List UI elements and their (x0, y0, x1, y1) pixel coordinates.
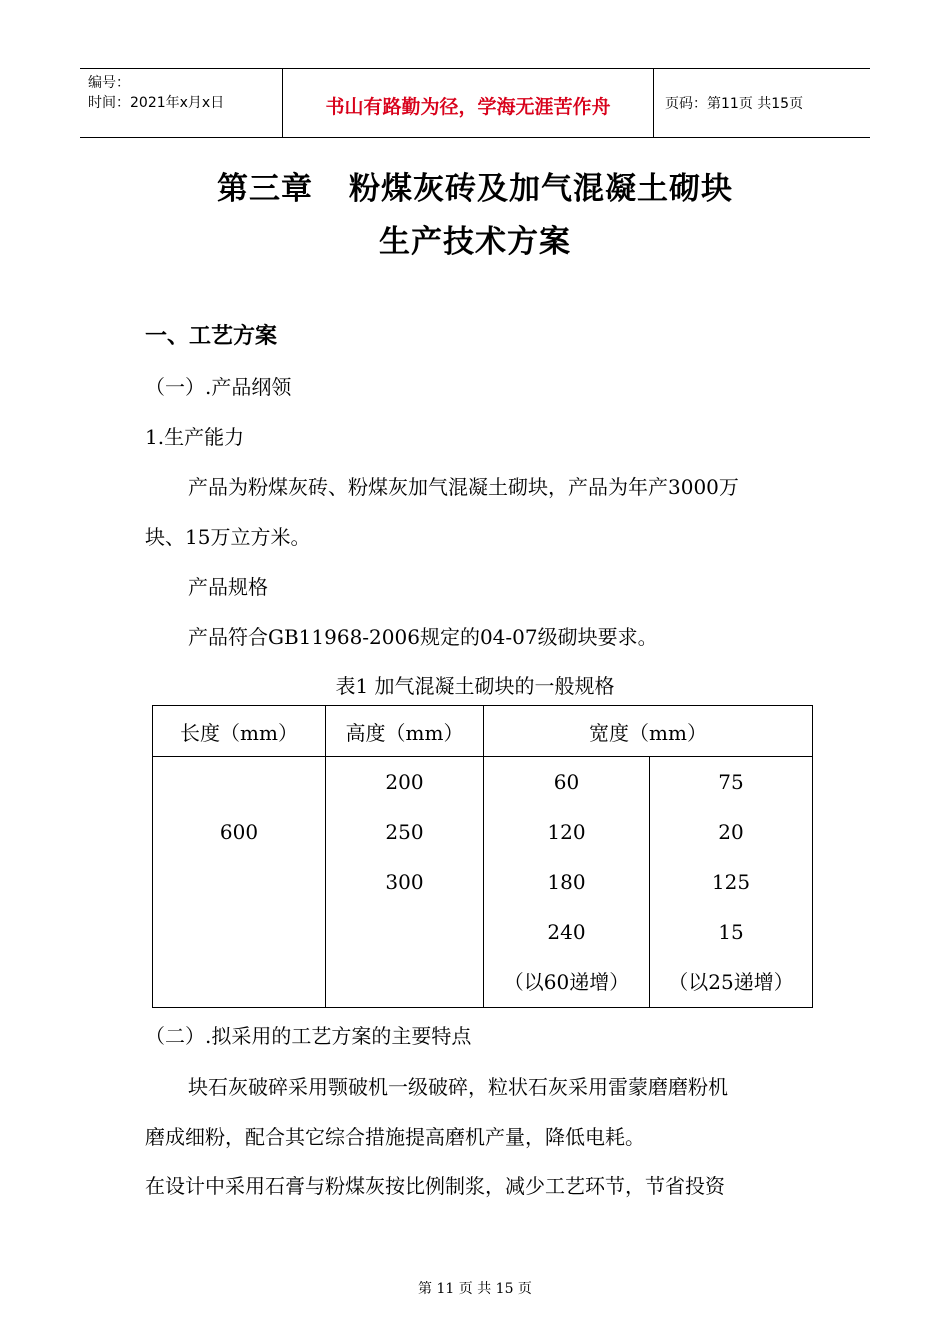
cell-width-b (650, 757, 813, 1008)
doc-number-label: 编号： (88, 75, 130, 91)
header-page-label: 页码：第11页 共15页 (665, 96, 804, 112)
paragraph-capacity-line2: 块、15万立方米。 (145, 525, 311, 549)
width-value: 240 (547, 920, 586, 944)
page-header (80, 68, 870, 138)
table-caption: 表1 加气混凝土砌块的一般规格 (335, 674, 615, 698)
item-heading-capacity: 1.生产能力 (145, 425, 245, 449)
subsection-heading-1: （一）.产品纲领 (145, 375, 292, 399)
chapter-title-line2: 生产技术方案 (379, 224, 571, 260)
section-heading: 一、工艺方案 (145, 323, 278, 349)
chapter-name: 粉煤灰砖及加气混凝土砌块 (349, 171, 733, 207)
width-value: 60 (553, 770, 580, 794)
chapter-title-line1 (0, 163, 950, 208)
paragraph-process-line1: 块石灰破碎采用颚破机一级破碎，粒状石灰采用雷蒙磨磨粉机 (188, 1075, 728, 1099)
width-value: 15 (718, 920, 744, 944)
doc-time-label: 时间：2021年x月x日 (88, 95, 225, 111)
spec-table (152, 705, 813, 1008)
width-value: 75 (718, 770, 744, 794)
width-value: 180 (547, 870, 586, 894)
height-value: 200 (385, 770, 424, 794)
width-increment-note: （以60递增） (503, 970, 630, 994)
header-height: 高度（mm） (326, 706, 484, 757)
spec-paragraph: 产品符合GB11968-2006规定的04-07级砌块要求。 (188, 625, 658, 649)
subsection-heading-2: （二）.拟采用的工艺方案的主要特点 (145, 1024, 472, 1048)
width-value: 125 (711, 870, 751, 894)
width-value: 120 (547, 820, 586, 844)
table-header-row (153, 706, 813, 757)
width-increment-note: （以25递增） (668, 970, 794, 994)
height-value: 250 (385, 820, 424, 844)
header-meta (80, 69, 282, 137)
header-width: 宽度（mm） (484, 706, 813, 757)
table-row (153, 757, 813, 1008)
cell-width-a (484, 757, 650, 1008)
width-value: 20 (718, 820, 744, 844)
header-length: 长度（mm） (153, 706, 326, 757)
cell-length (153, 757, 326, 1008)
spec-heading: 产品规格 (188, 575, 268, 599)
length-value: 600 (219, 820, 259, 844)
paragraph-capacity-line1: 产品为粉煤灰砖、粉煤灰加气混凝土砌块，产品为年产3000万 (188, 475, 739, 499)
paragraph-process-line2: 磨成细粉，配合其它综合措施提高磨机产量，降低电耗。 (145, 1125, 645, 1149)
header-motto: 书山有路勤为径，学海无涯苦作舟 (282, 69, 654, 137)
page-footer: 第 11 页 共 15 页 (418, 1281, 532, 1297)
paragraph-design-line1: 在设计中采用石膏与粉煤灰按比例制浆，减少工艺环节，节省投资 (145, 1174, 725, 1198)
height-value: 300 (385, 870, 424, 894)
chapter-number: 第三章 (217, 171, 313, 207)
cell-height (326, 757, 484, 1008)
